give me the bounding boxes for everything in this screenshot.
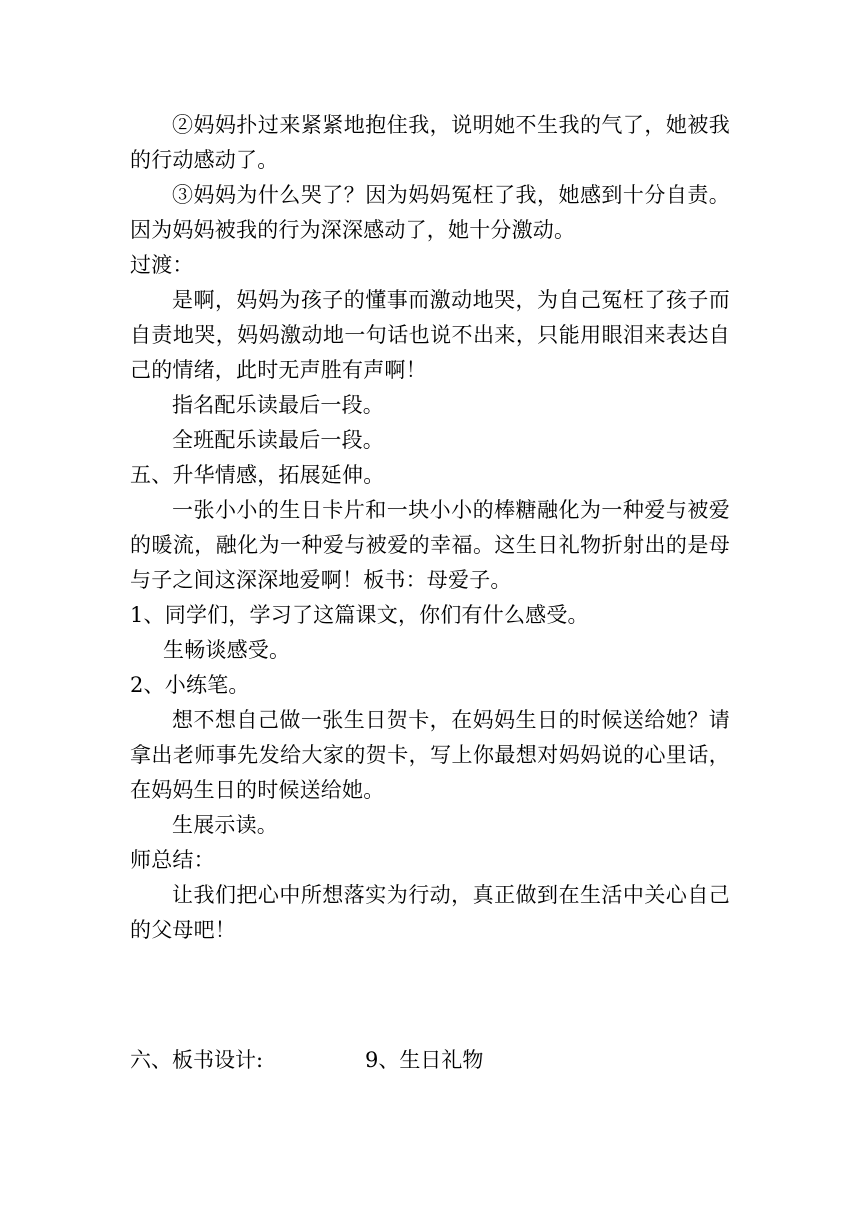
question-feelings: 1、同学们，学习了这篇课文，你们有什么感受。: [130, 603, 589, 627]
teacher-summary-label: 师总结：: [130, 848, 215, 872]
paragraph-transition: 是啊，妈妈为孩子的懂事而激动地哭，为自己冤枉了孩子而自责地哭，妈妈激动地一句话也说不出来，只能用眼泪来表达自己的情绪，此时无声胜有声啊！: [130, 288, 730, 382]
paragraph-birthday-card: 想不想自己做一张生日贺卡，在妈妈生日的时候送给她？请拿出老师事先发给大家的贺卡，写上你最想对妈妈说的心里话，在妈妈生日的时候送给她。: [130, 708, 730, 802]
board-design-heading: 六、板书设计:: [130, 1048, 264, 1072]
paragraph-summary: 让我们把心中所想落实为行动，真正做到在生活中关心自己的父母吧！: [130, 883, 730, 942]
paragraph-gift-love: 一张小小的生日卡片和一块小小的棒糖融化为一种爱与被爱的暖流，融化为一种爱与被爱的幸福。这生日礼物折射出的是母与子之间这深深地爱啊！板书：母爱子。: [130, 498, 730, 592]
paragraph-show-read: 生展示读。: [172, 813, 278, 837]
paragraph-read-last-section: 指名配乐读最后一段。: [172, 393, 384, 417]
writing-practice-heading: 2、小练笔。: [130, 673, 250, 697]
lesson-title: 9、生日礼物: [365, 1048, 484, 1072]
paragraph-share-feelings: 生畅谈感受。: [163, 638, 291, 662]
board-design-row: [130, 1043, 730, 1078]
transition-label: 过渡：: [130, 253, 194, 277]
section-five-heading: 五、升华情感，拓展延伸。: [130, 463, 385, 487]
paragraph-mom-cry: ③妈妈为什么哭了？因为妈妈冤枉了我，她感到十分自责。因为妈妈被我的行为深深感动了，她十分激动。: [130, 183, 730, 242]
paragraph-class-read: 全班配乐读最后一段。: [172, 428, 384, 452]
paragraph-mom-hug: ②妈妈扑过来紧紧地抱住我，说明她不生我的气了，她被我的行动感动了。: [130, 113, 730, 172]
